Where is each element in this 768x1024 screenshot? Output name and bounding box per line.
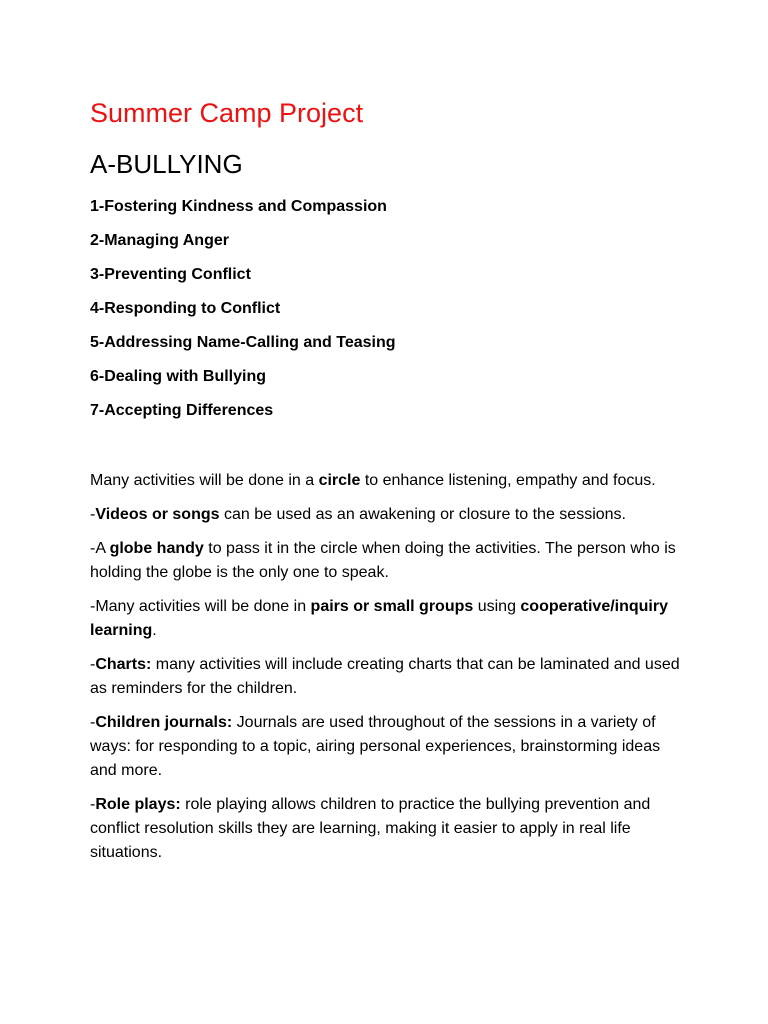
bold-term: Videos or songs (95, 506, 220, 523)
paragraph-text: - (90, 656, 96, 673)
paragraph-text: - (90, 506, 96, 523)
document-body (90, 469, 682, 875)
bold-term: globe handy (109, 540, 204, 557)
topic-item: 7-Accepting Differences (90, 402, 274, 419)
paragraph-text: can be used as an awakening or closure to the sessions. (219, 506, 626, 523)
topic-item: 1-Fostering Kindness and Compassion (90, 198, 387, 215)
bold-term: Charts: (95, 656, 152, 673)
paragraph-text: role playing allows children to practice the bullying prevention and conflict resolution skills they are learning, making it easier to apply in real life situations. (90, 796, 651, 861)
topic-item: 6-Dealing with Bullying (90, 368, 267, 385)
topic-item: 4-Responding to Conflict (90, 300, 281, 317)
section-heading: A-BULLYING (90, 149, 243, 179)
topic-item: 5-Addressing Name-Calling and Teasing (90, 334, 396, 351)
bold-term: circle (318, 472, 361, 489)
paragraph-text: many activities will include creating charts that can be laminated and used as reminders for the children. (90, 656, 680, 697)
paragraph-charts (90, 653, 682, 701)
paragraph-journals (90, 711, 682, 783)
paragraph-text: using (473, 598, 521, 615)
bold-term: Children journals: (95, 714, 233, 731)
paragraph-text: - (90, 714, 96, 731)
paragraph-text: Journals are used throughout of the sessions in a variety of ways: for responding to a topic, airing personal experiences, brainstorming ideas and more. (90, 714, 661, 779)
topic-item: 2-Managing Anger (90, 232, 229, 249)
paragraph-groups (90, 595, 682, 643)
paragraph-text: . (152, 622, 157, 639)
paragraph-text: -A (90, 540, 110, 557)
paragraph-circle (90, 469, 682, 493)
paragraph-text: Many activities will be done in a (90, 472, 319, 489)
paragraph-videos (90, 503, 682, 527)
topic-item: 3-Preventing Conflict (90, 266, 251, 283)
document-title: Summer Camp Project (90, 98, 364, 128)
paragraph-text: to pass it in the circle when doing the activities. The person who is holding the globe is the only one to speak. (90, 540, 676, 581)
bold-term: pairs or small groups (310, 598, 474, 615)
paragraph-text: -Many activities will be done in (90, 598, 311, 615)
paragraph-role-plays (90, 793, 682, 865)
bold-term: Role plays: (95, 796, 181, 813)
topic-list (90, 197, 396, 435)
bold-term: cooperative/inquiry learning (90, 598, 668, 639)
paragraph-globe (90, 537, 682, 585)
paragraph-text: to enhance listening, empathy and focus. (360, 472, 656, 489)
paragraph-text: - (90, 796, 96, 813)
